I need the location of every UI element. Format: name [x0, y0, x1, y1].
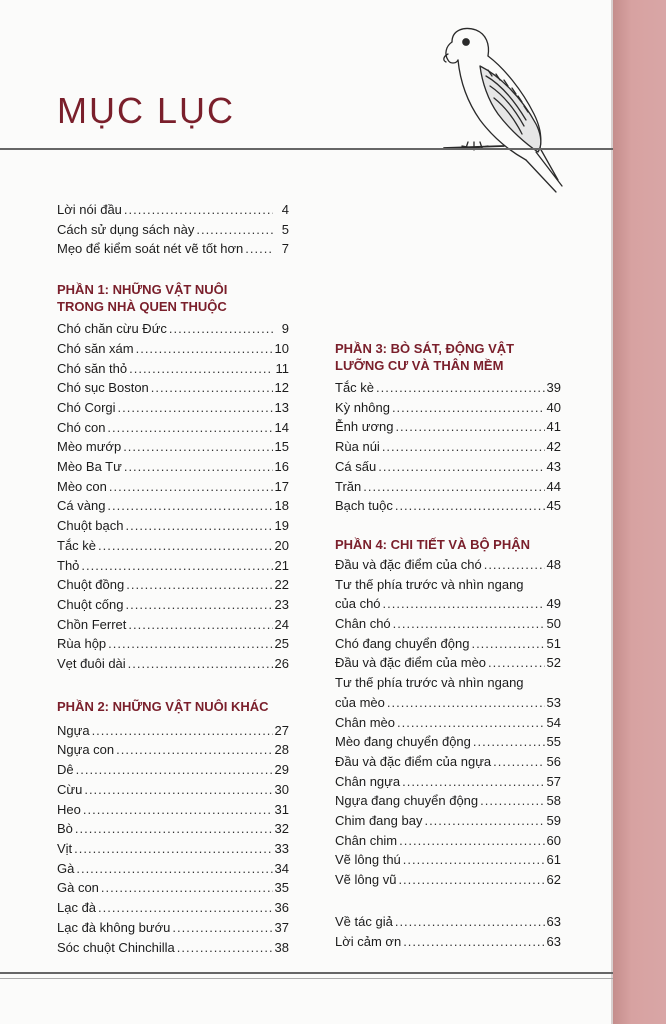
part2-list: [57, 721, 289, 957]
part4-list: [335, 555, 561, 890]
bottom-divider-thin: [0, 978, 613, 979]
toc-entry[interactable]: Thỏ ..... 21: [57, 556, 289, 576]
part2-heading: PHẦN 2: NHỮNG VẬT NUÔI KHÁC: [57, 698, 269, 714]
toc-entry-first-line: Tư thế phía trước và nhìn ngang: [335, 576, 524, 592]
toc-entry[interactable]: Tắc kè ..... 39: [335, 378, 561, 398]
toc-entry[interactable]: Chó săn thỏ ..... 11: [57, 359, 289, 379]
toc-entry[interactable]: Bạch tuộc ..... 45: [335, 496, 561, 516]
next-page-edge: [613, 0, 666, 1024]
toc-entry[interactable]: Vẽ lông thú ..... 61: [335, 850, 561, 870]
toc-entry[interactable]: Vịt ..... 33: [57, 839, 289, 859]
bottom-divider: [0, 972, 613, 974]
toc-entry[interactable]: Chân mèo ..... 54: [335, 713, 561, 733]
toc-entry-first-line: Tư thế phía trước và nhìn ngang: [335, 675, 524, 691]
toc-entry[interactable]: Chân ngựa ..... 57: [335, 772, 561, 792]
toc-entry[interactable]: Chó săn xám ..... 10: [57, 339, 289, 359]
toc-entry[interactable]: Tắc kè ..... 20: [57, 536, 289, 556]
toc-entry[interactable]: của chó ..... 49: [335, 594, 561, 614]
toc-entry[interactable]: Chuột bạch ..... 19: [57, 516, 289, 536]
toc-entry[interactable]: Rùa núi ..... 42: [335, 437, 561, 457]
toc-entry[interactable]: Ngựa ..... 27: [57, 721, 289, 741]
part3-list: [335, 378, 561, 516]
toc-entry[interactable]: Chó sục Boston ..... 12: [57, 378, 289, 398]
toc-entry[interactable]: Heo ..... 31: [57, 800, 289, 820]
toc-entry[interactable]: của mèo ..... 53: [335, 693, 561, 713]
toc-entry-how-to-use[interactable]: Cách sử dụng sách này ..... 5: [57, 220, 289, 240]
toc-entry-tips[interactable]: Mẹo để kiểm soát nét vẽ tốt hơn ..... 7: [57, 239, 289, 259]
toc-right-column: [335, 340, 561, 951]
toc-entry[interactable]: Rùa hộp ..... 25: [57, 634, 289, 654]
toc-entry[interactable]: Chuột cống ..... 23: [57, 595, 289, 615]
toc-entry[interactable]: Chuột đồng ..... 22: [57, 575, 289, 595]
toc-entry[interactable]: Chân chó ..... 50: [335, 614, 561, 634]
toc-entry[interactable]: Vẹt đuôi dài ..... 26: [57, 654, 289, 674]
toc-entry[interactable]: Đầu và đặc điểm của chó ..... 48: [335, 555, 561, 575]
part3-heading: PHẦN 3: BÒ SÁT, ĐỘNG VẬT LƯỠNG CƯ VÀ THÂN MỀM: [335, 341, 515, 373]
toc-entry-preface[interactable]: Lời nói đầu ..... 4: [57, 200, 289, 220]
toc-entry[interactable]: Lạc đà ..... 36: [57, 898, 289, 918]
toc-entry[interactable]: Gà con ..... 35: [57, 878, 289, 898]
toc-entry[interactable]: Cá vàng ..... 18: [57, 496, 289, 516]
front-matter-list: [57, 200, 289, 259]
toc-entry[interactable]: Vẽ lông vũ ..... 62: [335, 870, 561, 890]
part1-list: [57, 319, 289, 674]
toc-entry[interactable]: Mèo đang chuyển động ..... 55: [335, 732, 561, 752]
budgerigar-illustration: [430, 20, 570, 200]
toc-entry[interactable]: Mèo Ba Tư ..... 16: [57, 457, 289, 477]
toc-entry[interactable]: Ngựa con ..... 28: [57, 740, 289, 760]
title-divider: [0, 148, 613, 150]
toc-entry[interactable]: Chồn Ferret ..... 24: [57, 615, 289, 635]
toc-entry-about-author[interactable]: Về tác giả ..... 63: [335, 912, 561, 932]
toc-entry[interactable]: Chân chim ..... 60: [335, 831, 561, 851]
toc-entry[interactable]: Cá sấu ..... 43: [335, 457, 561, 477]
toc-entry[interactable]: Chó đang chuyển động ..... 51: [335, 634, 561, 654]
toc-entry[interactable]: Mèo mướp ..... 15: [57, 437, 289, 457]
back-matter-list: [335, 912, 561, 951]
toc-entry[interactable]: Gà ..... 34: [57, 859, 289, 879]
part4-heading: PHẦN 4: CHI TIẾT VÀ BỘ PHẬN: [335, 536, 531, 552]
toc-entry[interactable]: Sóc chuột Chinchilla ..... 38: [57, 938, 289, 958]
toc-entry[interactable]: Chó chăn cừu Đức ..... 9: [57, 319, 289, 339]
toc-entry[interactable]: Lạc đà không bướu ..... 37: [57, 918, 289, 938]
toc-entry[interactable]: Đầu và đặc điểm của ngựa ..... 56: [335, 752, 561, 772]
toc-entry[interactable]: Chó con ..... 14: [57, 418, 289, 438]
toc-entry[interactable]: Chim đang bay ..... 59: [335, 811, 561, 831]
part1-heading: PHẦN 1: NHỮNG VẬT NUÔI TRONG NHÀ QUEN THUỘC: [57, 282, 228, 315]
toc-entry[interactable]: Kỳ nhông ..... 40: [335, 398, 561, 418]
toc-entry[interactable]: Chó Corgi ..... 13: [57, 398, 289, 418]
toc-entry-acknowledgements[interactable]: Lời cảm ơn ..... 63: [335, 932, 561, 952]
toc-entry[interactable]: Ễnh ương ..... 41: [335, 417, 561, 437]
toc-entry[interactable]: Bò ..... 32: [57, 819, 289, 839]
toc-entry[interactable]: Trăn ..... 44: [335, 477, 561, 497]
toc-entry[interactable]: Cừu ..... 30: [57, 780, 289, 800]
toc-entry[interactable]: Đầu và đặc điểm của mèo ..... 52: [335, 653, 561, 673]
toc-entry[interactable]: Dê ..... 29: [57, 760, 289, 780]
toc-left-column: [57, 200, 289, 957]
page-title: MỤC LỤC: [57, 90, 236, 131]
toc-entry[interactable]: Ngựa đang chuyển động ..... 58: [335, 791, 561, 811]
toc-entry[interactable]: Mèo con ..... 17: [57, 477, 289, 497]
